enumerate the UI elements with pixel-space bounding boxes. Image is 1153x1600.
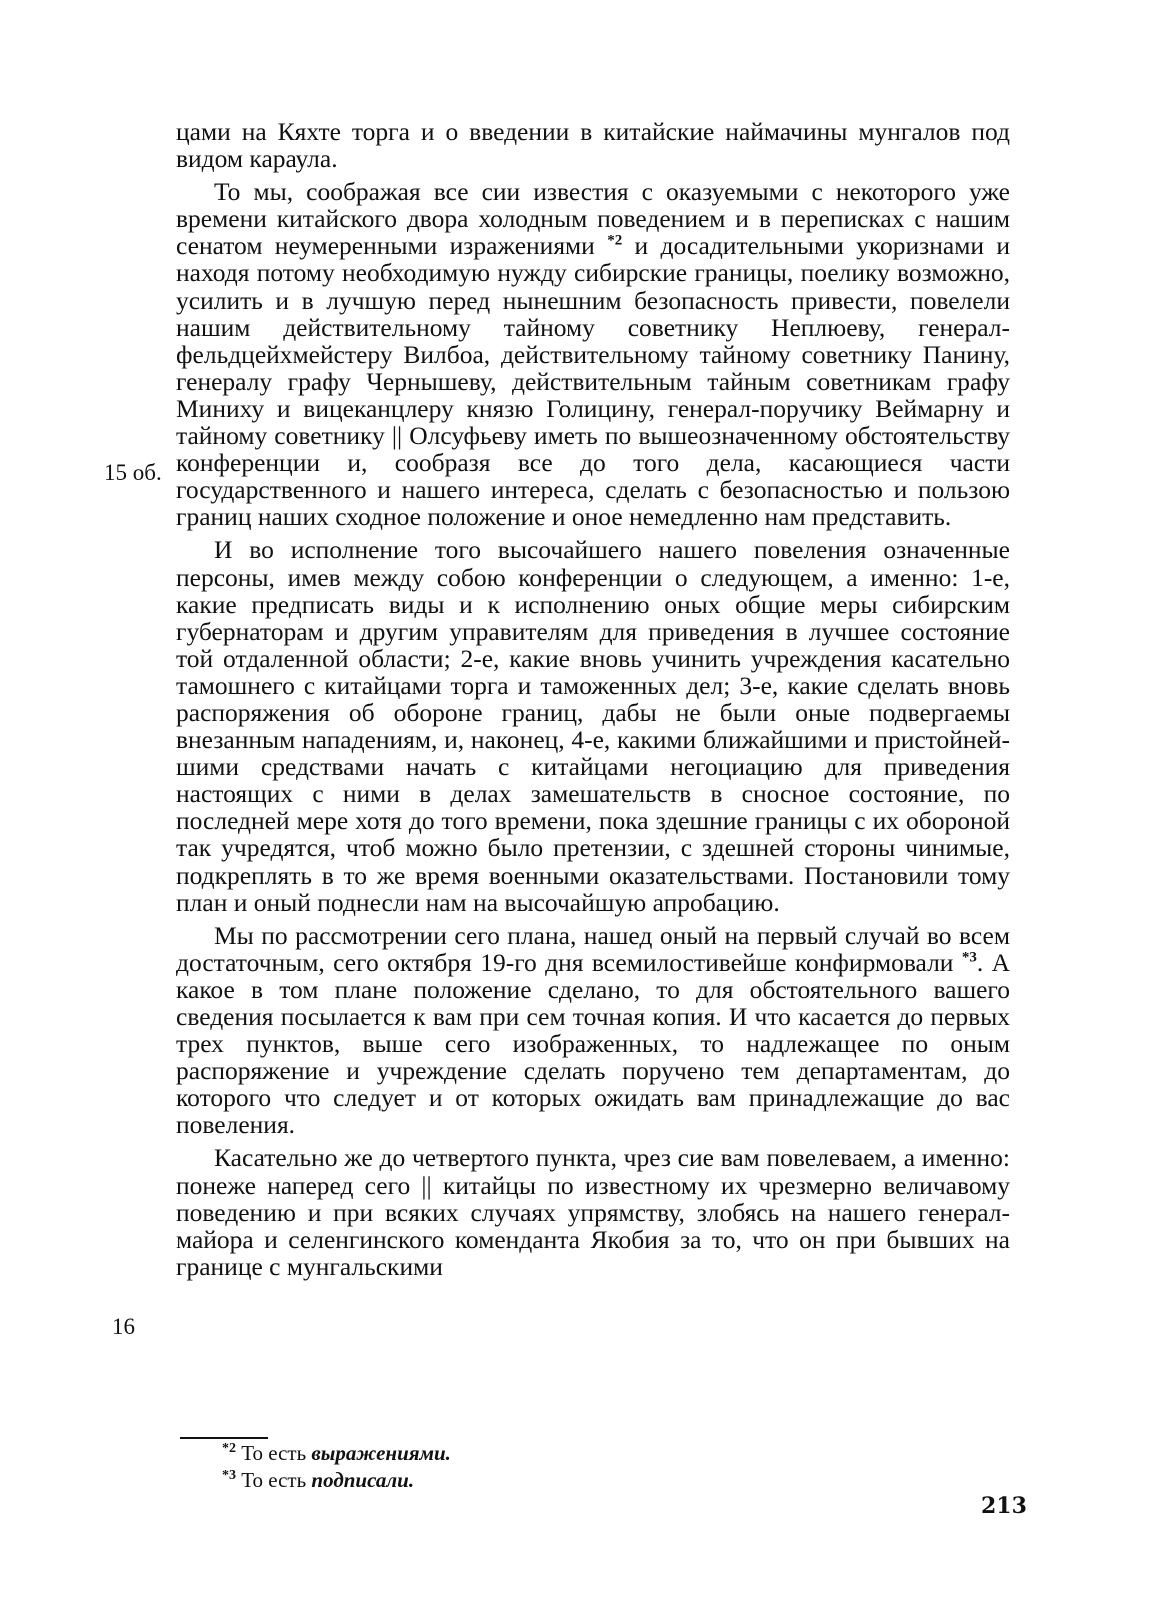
margin-note-sheet-16: 16 bbox=[112, 1314, 135, 1339]
footnote-reference: *3 bbox=[961, 949, 977, 966]
footnote-divider bbox=[180, 1437, 268, 1439]
footnote-text bbox=[236, 1468, 414, 1492]
paragraph-text: Мы по рассмотрении сего плана, нашед оный на первый случай во всем достаточным, сего октября 19-го дня всемилостивейше конфирмовали bbox=[176, 920, 1010, 977]
footnote-emphasis: подписали. bbox=[311, 1468, 415, 1492]
page-number: 213 bbox=[981, 1493, 1027, 1519]
body-paragraph bbox=[176, 1144, 1010, 1279]
footnote-prefix: То есть bbox=[241, 1441, 307, 1465]
footnote-text bbox=[236, 1441, 451, 1465]
body-paragraph bbox=[176, 922, 1010, 1139]
paragraph-text: цами на Кяхте торга и о введении в китайские наймачины мунгалов под видом караула. bbox=[176, 117, 1010, 174]
footnote-emphasis: выражениями. bbox=[311, 1441, 451, 1465]
footnote-prefix: То есть bbox=[241, 1468, 307, 1492]
footnotes-section bbox=[222, 1440, 982, 1494]
body-paragraph bbox=[176, 118, 1010, 172]
body-paragraph bbox=[176, 536, 1010, 915]
footnote bbox=[222, 1467, 982, 1494]
margin-note-sheet-15-reverse: 15 об. bbox=[104, 460, 162, 485]
paragraph-text: И во исполнение того высочайшего нашего повеления означенные персоны, имев между собою конференции о следующем, а именно: 1-е, какие предписать виды и к исполнению оных общие меры сибирским губернаторам и другим управителям для приведения в лучшее состояние той отдаленной области; 2-е, какие вновь учинить учреждения касательно тамошнего с китайцами торга и таможенных дел; 3-е, какие сделать вновь распоряжения об обороне границ, дабы не были оные подвергаемы внезанным нападениям, и, наконец, 4-е, какими ближайшими и пристойнейшими средствами начать с китайцами негоциацию для приведения настоящих с ними в делах замешательств в сносное состояние, по последней мере хотя до того времени, пока здешние границы с их обороной так учредятся, чтоб можно было претензии, с здешней стороны чинимые, подкреплять в то же время военными оказательствами. Постановили тому план и оный поднесли нам на высочайшую апробацию. bbox=[176, 535, 1010, 917]
paragraph-text: . А какое в том плане положение сделано, то для обстоятельного вашего сведения посылается к вам при сем точная копия. И что касается до первых трех пунктов, выше сего изображенных, то надлежащее по оным распоряжение и учреждение сделать поручено тем департаментам, до которого что следует и от которых ожидать вам принадлежащие до вас повеления. bbox=[176, 947, 1010, 1140]
paragraph-text: и досадительными укоризнами и находя потому необходимую нужду сибирские границы, поелику возможно, усилить и в лучшую перед нынешним безопасность привести, повелели нашим действительному тайному советнику Неплюеву, генерал-фельдцейхмейстеру Вилбоа, действительному тайному советнику Панину, генералу графу Чернышеву, действительным тайным советникам графу Миниху и вицеканцлеру князю Голицину, генерал-поручику Веймарну и тайному советнику || Олсуфьеву иметь по вышеозначенному обстоятельству конференции и, сообразя все до того дела, касающиеся части государственного и нашего интереса, сделать с безопасностью и пользою границ наших сходное положение и оное немедленно нам представить. bbox=[176, 231, 1010, 532]
paragraph-text: Касательно же до четвертого пункта, чрез сие вам повелеваем, а именно: понеже наперед сего || китайцы по известному их чрезмерно величавому поведению и при всяких случаях упрямству, злобясь на нашего генерал-майора и селенгинского коменданта Якобия за то, что он при бывших на границе с мунгальскими bbox=[176, 1143, 1010, 1281]
footnote-reference: *2 bbox=[607, 232, 623, 249]
body-paragraph bbox=[176, 178, 1010, 530]
footnote-mark: *2 bbox=[222, 1441, 236, 1456]
paragraph-text: То мы, соображая все сии известия с оказуемыми с некоторого уже времени китайского двора холодным поведением и в переписках с нашим сенатом неумеренными изражениями bbox=[176, 177, 1010, 261]
footnote bbox=[222, 1440, 982, 1467]
footnote-mark: *3 bbox=[222, 1468, 236, 1483]
main-text-block bbox=[176, 118, 1010, 1280]
